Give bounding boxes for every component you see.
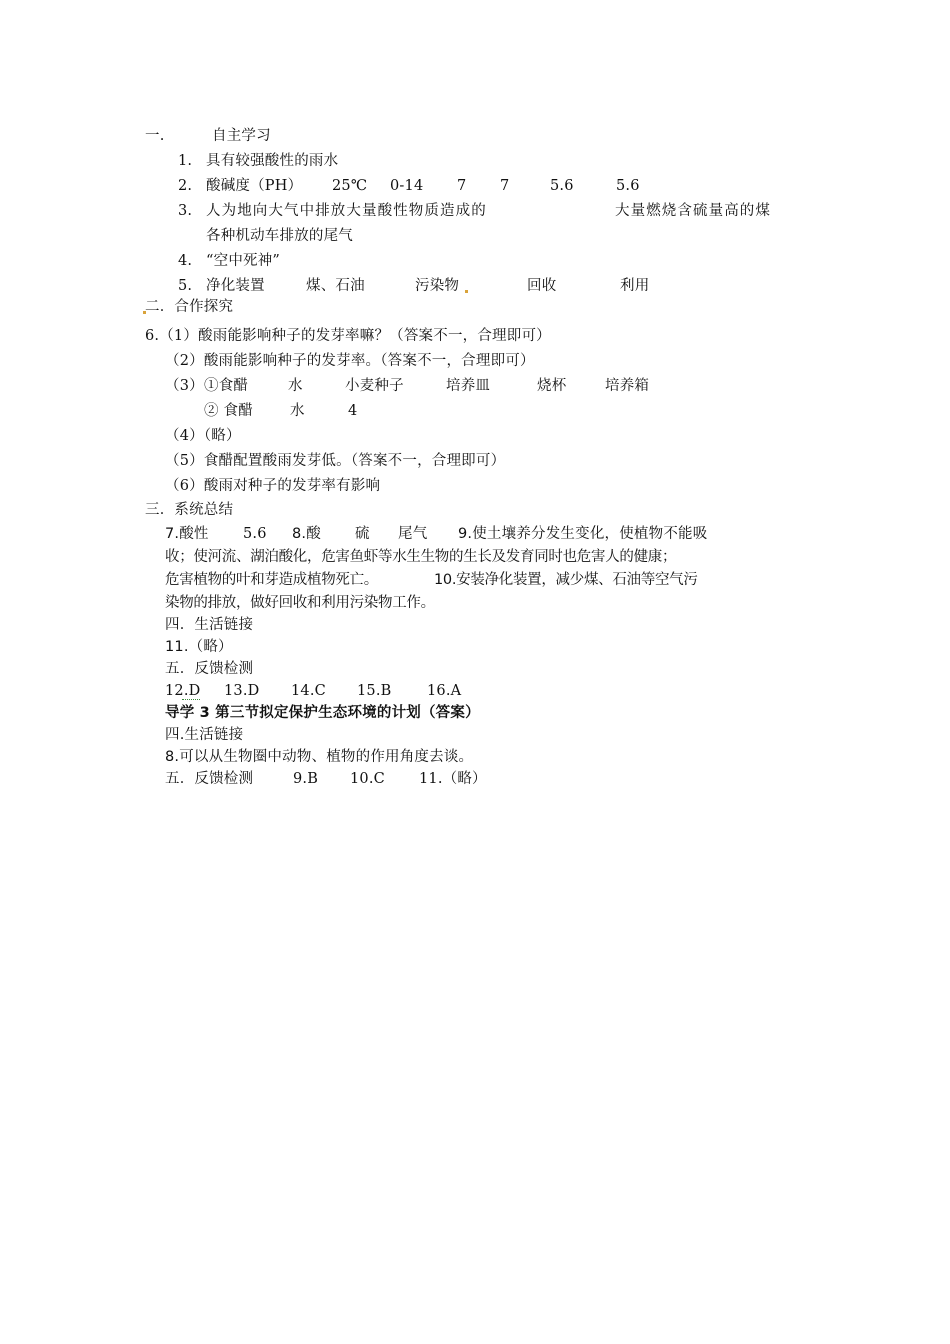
section4-item: 11.（略） — [165, 639, 233, 655]
q6-part3-vinegar: ①食醋 — [204, 378, 249, 394]
answer-14: 14.C — [291, 683, 326, 699]
item5-part-pollutant: 污染物 — [415, 278, 460, 294]
item2-part-7a: 7 — [457, 178, 467, 194]
q6-part3b-water: 水 — [290, 403, 305, 419]
guide3-answer-11: 11.（略） — [419, 771, 487, 787]
q6-part3-incubator: 培养箱 — [605, 378, 650, 394]
section5-heading: 五．反馈检测 — [165, 661, 254, 677]
summary-acid: 8.酸 — [292, 526, 321, 542]
q6-part3-water: 水 — [288, 378, 303, 394]
guide3-answer-10: 10.C — [350, 771, 385, 787]
q6-part3-beaker: 烧杯 — [537, 378, 567, 394]
q6-part1: 6.（1）酸雨能影响种子的发芽率嘛？（答案不一，合理即可） — [145, 328, 551, 344]
summary-row4: 染物的排放，做好回收和利用污染物工作。 — [165, 595, 435, 611]
item2-part-range: 0-14 — [390, 178, 424, 194]
summary-row3-b: 10.安装净化装置，减少煤、石油等空气污 — [434, 572, 698, 588]
item5-part-recycle: 回收 — [527, 278, 557, 294]
guide3-answer-9: 9.B — [293, 771, 319, 787]
answer-16: 16.A — [427, 683, 462, 699]
item4-text: “空中死神” — [206, 253, 281, 269]
item2-part-5-6b: 5.6 — [616, 178, 640, 194]
q6-part3b-number: 4 — [348, 403, 358, 419]
summary-soil: 9.使土壤养分发生变化，使植物不能吸 — [458, 526, 708, 542]
q6-part3-dish: 培养皿 — [446, 378, 491, 394]
section1-heading-text: 自主学习 — [212, 128, 271, 144]
q6-part2: （2）酸雨能影响种子的发芽率。（答案不一，合理即可） — [165, 353, 535, 369]
item1-text: 具有较强酸性的雨水 — [206, 153, 339, 169]
spellcheck-underline — [182, 696, 200, 700]
guide3-life-heading: 四.生活链接 — [165, 727, 244, 743]
item3-part-b: 大量燃烧含硫量高的煤 — [615, 203, 771, 219]
section1-heading-number: 一. — [145, 128, 165, 144]
item3-continuation: 各种机动车排放的尾气 — [206, 228, 353, 244]
section2-heading: 二．合作探究 — [145, 299, 234, 315]
item2-part-5-6a: 5.6 — [550, 178, 574, 194]
answer-13: 13.D — [224, 683, 260, 699]
item5-number: 5. — [178, 278, 193, 294]
answer-12: 12.D — [165, 683, 201, 699]
item5-part-device: 净化装置 — [206, 278, 265, 294]
item4-number: 4. — [178, 253, 193, 269]
item3-number: 3. — [178, 203, 193, 219]
item2-part-7b: 7 — [500, 178, 510, 194]
guide3-feedback-heading: 五．反馈检测 — [165, 771, 254, 787]
summary-row3-a: 危害植物的叶和芽造成植物死亡。 — [165, 572, 378, 588]
q6-part3-number: （3） — [165, 378, 204, 394]
edit-marker — [465, 290, 468, 293]
item2-number: 2. — [178, 178, 193, 194]
summary-5-6: 5.6 — [243, 526, 267, 542]
item2-part-temp: 25℃ — [332, 178, 368, 194]
guide3-title: 导学 3 第三节拟定保护生态环境的计划（答案） — [165, 705, 480, 721]
summary-acidic: 7.酸性 — [165, 526, 209, 542]
q6-part5: （5）食醋配置酸雨发芽低。（答案不一，合理即可） — [165, 453, 506, 469]
section3-heading: 三．系统总结 — [145, 502, 234, 518]
item5-part-coal: 煤、石油 — [306, 278, 365, 294]
summary-row2: 收；使河流、湖泊酸化，危害鱼虾等水生生物的生长及发育同时也危害人的健康； — [165, 549, 677, 565]
guide3-life-item: 8.可以从生物圈中动物、植物的作用角度去谈。 — [165, 749, 474, 765]
q6-part3-seeds: 小麦种子 — [345, 378, 404, 394]
summary-sulfur: 硫 — [355, 526, 370, 542]
q6-part6: （6）酸雨对种子的发芽率有影响 — [165, 478, 381, 494]
item2-part-ph: 酸碱度（PH） — [206, 178, 303, 194]
item5-part-use: 利用 — [620, 278, 650, 294]
item1-number: 1. — [178, 153, 193, 169]
q6-part3b-vinegar: ② 食醋 — [204, 403, 253, 419]
answer-15: 15.B — [357, 683, 392, 699]
item3-part-a: 人为地向大气中排放大量酸性物质造成的 — [206, 203, 487, 219]
section4-heading: 四．生活链接 — [165, 617, 254, 633]
q6-part4: （4）（略） — [165, 428, 241, 444]
summary-exhaust: 尾气 — [398, 526, 428, 542]
